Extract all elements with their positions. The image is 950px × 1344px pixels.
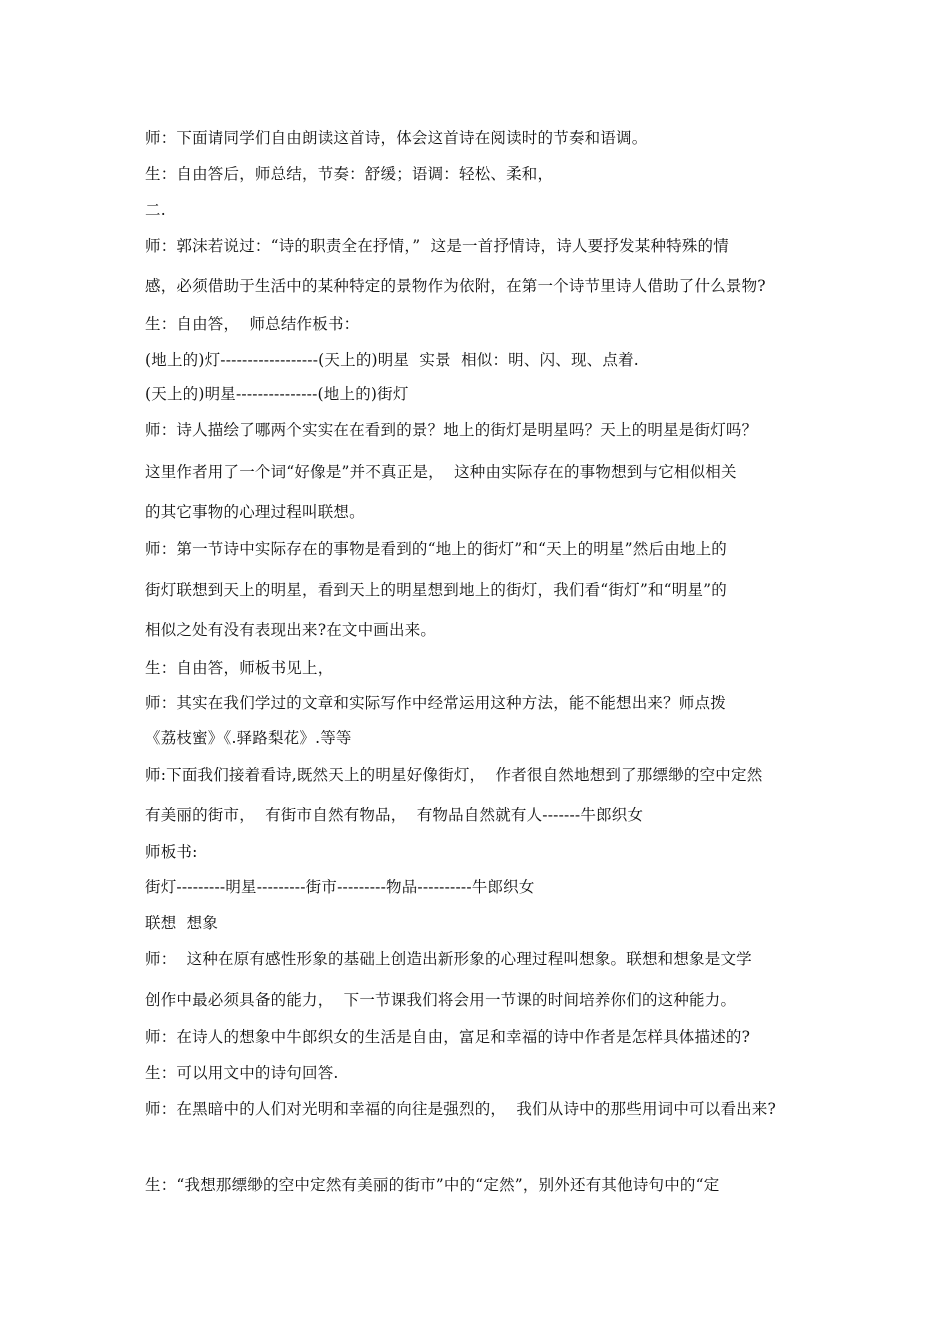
text-line: 相似之处有没有表现出来?在文中画出来。 [145,621,437,639]
text-line: 二. [145,201,166,219]
text-line: 师：下面请同学们自由朗读这首诗，体会这首诗在阅读时的节奏和语调。 [145,129,648,147]
text-line: 生：自由答，师板书见上， [145,659,334,677]
text-line: 师： 这种在原有感性形象的基础上创造出新形象的心理过程叫想象。联想和想象是文学 [145,950,752,968]
text-line: 师：其实在我们学过的文章和实际写作中经常运用这种方法，能不能想出来？师点拨 [145,694,726,712]
text-line: 生：自由答， 师总结作板书： [145,315,360,333]
text-line: 生：“我想那缥缈的空中定然有美丽的街市”中的“定然”，别外还有其他诗句中的“定 [145,1176,720,1194]
text-line: 师：在诗人的想象中牛郎织女的生活是自由，富足和幸福的诗中作者是怎样具体描述的? [145,1028,751,1046]
text-line: 感，必须借助于生活中的某种特定的景物作为依附，在第一个诗节里诗人借助了什么景物? [145,277,766,295]
text-line: 生：自由答后，师总结，节奏：舒缓；语调：轻松、柔和， [145,165,554,183]
text-line: 师：诗人描绘了哪两个实实在在看到的景？地上的街灯是明星吗？天上的明星是街灯吗？ [145,421,758,439]
text-line: 《荔枝蜜》《.驿路梨花》.等等 [145,729,352,747]
text-line: 有美丽的街市， 有街市自然有物品， 有物品自然就有人-------牛郎织女 [145,806,644,824]
text-line: 联想 想象 [145,914,219,932]
text-line: 街灯---------明星---------街市---------物品----------牛郎织女 [145,878,535,896]
text-line: (天上的)明星---------------(地上的)街灯 [145,385,409,403]
text-line: 生：可以用文中的诗句回答. [145,1064,339,1082]
text-line: 师:下面我们接着看诗,既然天上的明星好像街灯， 作者很自然地想到了那缥缈的空中定然 [145,766,763,784]
text-line: 街灯联想到天上的明星，看到天上的明星想到地上的街灯，我们看“街灯”和“明星”的 [145,581,727,599]
text-line: (地上的)灯------------------(天上的)明星 实景 相似：明、闪、现、点着. [145,351,639,369]
text-line: 这里作者用了一个词“好像是”并不真正是， 这种由实际存在的事物想到与它相似相关 [145,463,737,481]
text-line: 师：郭沫若说过：“诗的职责全在抒情，” 这是一首抒情诗，诗人要抒发某种特殊的情 [145,237,729,255]
text-line: 师：在黑暗中的人们对光明和幸福的向往是强烈的， 我们从诗中的那些用词中可以看出来? [145,1100,777,1118]
text-line: 的其它事物的心理过程叫联想。 [145,503,365,521]
text-line: 师板书: [145,843,198,861]
text-line: 创作中最必须具备的能力， 下一节课我们将会用一节课的时间培养你们的这种能力。 [145,991,737,1009]
text-line: 师：第一节诗中实际存在的事物是看到的“地上的街灯”和“天上的明星”然后由地上的 [145,540,727,558]
